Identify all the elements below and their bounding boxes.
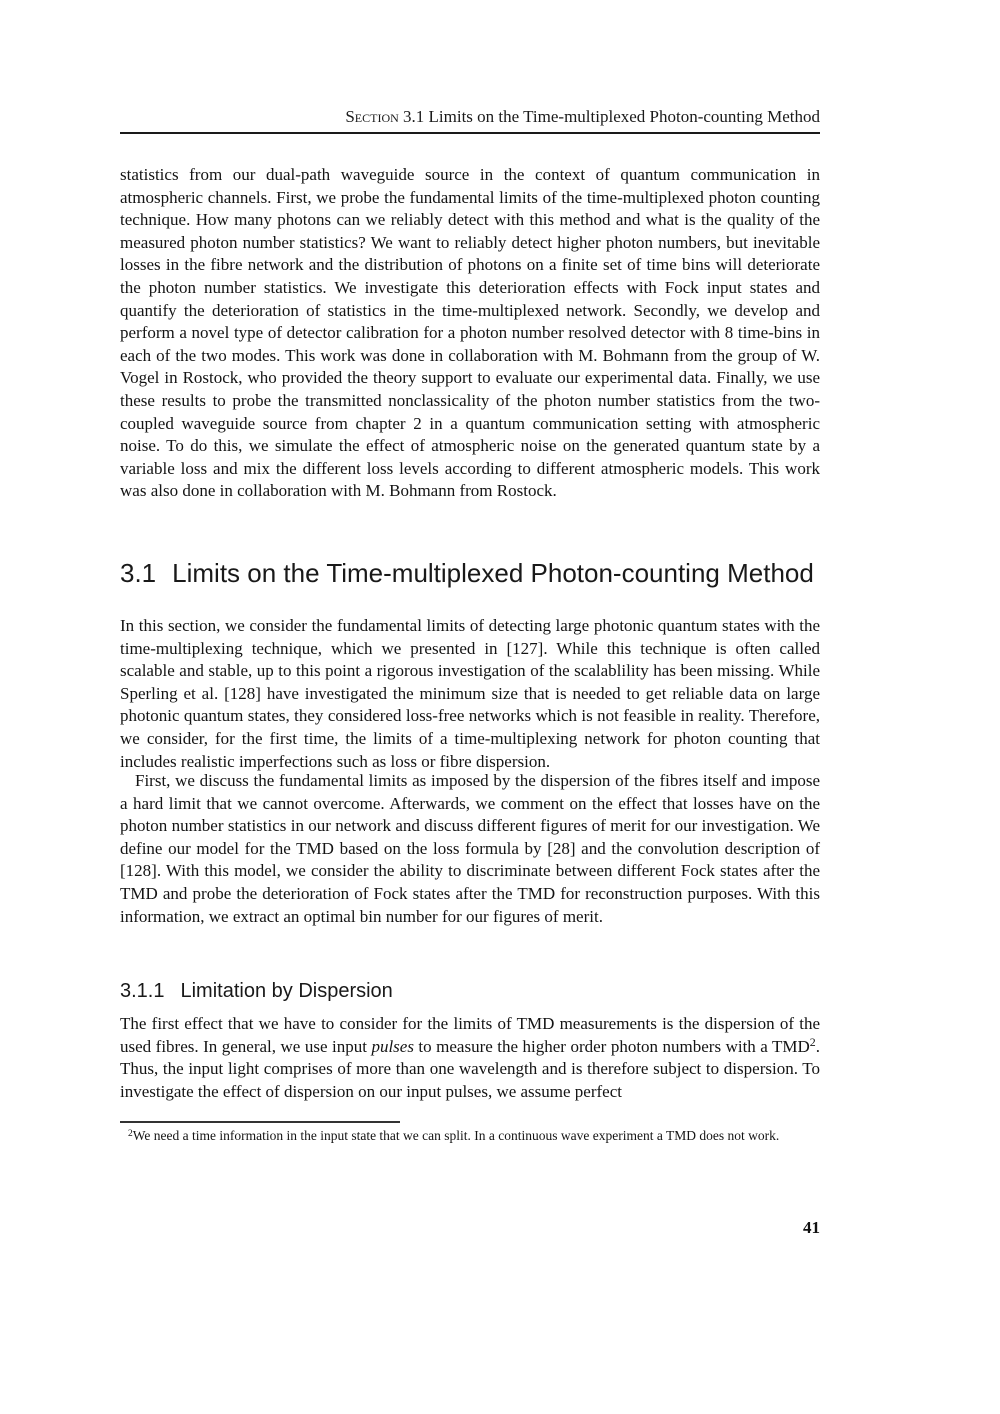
subsection-heading xyxy=(120,978,820,1005)
footnote-rule xyxy=(120,1121,400,1123)
footnote xyxy=(120,1127,820,1145)
section-title: Limits on the Time-multiplexed Photon-counting Method xyxy=(172,558,814,588)
running-head-title: 3.1 Limits on the Time-multiplexed Photon-counting Method xyxy=(398,107,820,126)
header-rule xyxy=(120,132,820,134)
paragraph-dispersion-text-2: to measure the higher order photon numbers with a TMD xyxy=(413,1036,810,1056)
section-number: 3.1 xyxy=(120,558,157,588)
paragraph-outline: First, we discuss the fundamental limits as imposed by the dispersion of the fibres itself and impose a hard limit that we cannot overcome. Afterwards, we comment on the effect that losses have on the photon number statistics in our network and discuss different figures of merit for our investigation. We define our model for the TMD based on the loss formula by [28] and the convolution description of [128]. With this model, we consider the ability to discriminate between different Fock states after the TMD and probe the deterioration of Fock states after the TMD for reconstruction purposes. With this information, we extract an optimal bin number for our figures of merit. xyxy=(120,771,820,926)
paragraph-section-intro: In this section, we consider the fundamental limits of detecting large photonic quantum states with the time-multiplexing technique, which we presented in [127]. While this technique is often called scalable and stable, up to this point a rigorous investigation of the scalablility has been missing. While Sperling et al. [128] have investigated the minimum size that is needed to get reliable data on large photonic quantum states, they considered loss-free networks which is not feasible in reality. Therefore, we consider, for the first time, the limits of a time-multiplexing network for photon counting that includes realistic imperfections such as loss or fibre dispersion. xyxy=(120,616,820,771)
paragraph-dispersion-text-1: The first effect that we have to consider for the limits of TMD measurements is the dispersion of the used fibres. In general, we use input xyxy=(120,1014,820,1056)
footnote-reference-mark: 2 xyxy=(809,1035,816,1050)
paragraph-dispersion-text-3: . Thus, the input light comprises of more than one wavelength and is therefore subject to dispersion. To investigate the effect of dispersion on our input pulses, we assume perfect xyxy=(120,1036,820,1101)
subsection-title: Limitation by Dispersion xyxy=(180,980,393,1002)
footnote-marker: 2 xyxy=(128,1128,133,1139)
section-heading xyxy=(120,556,880,590)
paragraph-intro: statistics from our dual-path waveguide source in the context of quantum communication in atmospheric channels. First, we probe the fundamental limits of the time-multiplexed photon counting technique. How many photons can we reliably detect with this method and what is the quality of the measured photon number statistics? We want to reliably detect higher photon numbers, but inevitable losses in the fibre network and the distribution of photons on a finite set of time bins will deteriorate the photon number statistics. We investigate this deterioration effects with Fock input states and quantify the deterioration of statistics in the time-multiplexed network. Secondly, we develop and perform a novel type of detector calibration for a photon number resolved detector with 8 time-bins in each of the two modes. This work was done in collaboration with M. Bohmann from the group of W. Vogel in Rostock, who provided the theory support to evaluate our experimental data. Finally, we use these results to probe the transmitted nonclassicality of the photon number statistics from the two-coupled waveguide source from chapter 2 in a quantum communication setting with atmospheric noise. To do this, we simulate the effect of atmospheric noise on the generated quantum state by a variable loss and mix the different loss levels according to different atmospheric models. This work was also done in collaboration with M. Bohmann from Rostock. xyxy=(120,165,820,501)
running-head xyxy=(120,106,820,128)
page-number: 41 xyxy=(803,1218,820,1237)
running-head-section-label: Section xyxy=(345,107,399,126)
paragraph-dispersion xyxy=(120,1013,820,1103)
footnote-text: We need a time information in the input state that we can split. In a continuous wave experiment a TMD does not work. xyxy=(132,1128,780,1143)
subsection-number: 3.1.1 xyxy=(120,980,165,1002)
paragraph-dispersion-emphasis: pulses xyxy=(371,1036,414,1056)
